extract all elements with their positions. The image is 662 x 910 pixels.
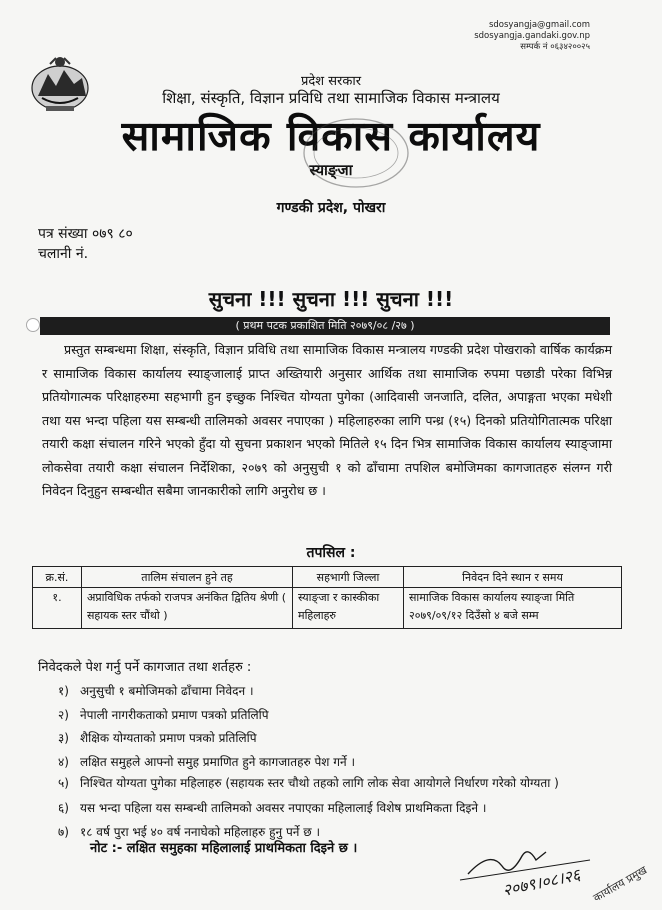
list-item xyxy=(58,751,618,775)
district-name: स्याङ्जा xyxy=(309,161,353,179)
ministry-name: शिक्षा, संस्कृति, विज्ञान प्रविधि तथा सामाजिक विकास मन्त्रालय xyxy=(162,89,500,107)
signature-block xyxy=(450,830,650,906)
publication-date-banner: ( प्रथम पटक प्रकाशित मिति २०७९/०८ /२७ ) xyxy=(40,317,610,335)
column-header-place-time: निवेदन दिने स्थान र समय xyxy=(404,567,622,588)
requirements-heading: निवेदकले पेश गर्नु पर्ने कागजात तथा शर्तहरु : xyxy=(38,660,252,675)
item-text: शैक्षिक योग्यताको प्रमाण पत्रको प्रतिलिपि xyxy=(80,731,257,745)
requirements-list xyxy=(58,680,618,844)
notice-title: सुचना !!! सुचना !!! सुचना !!! xyxy=(208,287,454,311)
dispatch-number: चलानी नं. xyxy=(38,246,89,262)
list-item xyxy=(58,680,618,704)
column-header-level: तालिम संचालन हुने तह xyxy=(82,567,293,588)
reference-block xyxy=(38,224,133,264)
item-text: नेपाली नागरीकताको प्रमाण पत्रको प्रतिलिपि xyxy=(80,707,269,722)
column-header-serial: क्र.सं. xyxy=(33,567,82,588)
item-text: लक्षित समुहले आफ्नो समुह प्रमाणित हुने कागजातहरु पेश गर्ने । xyxy=(80,754,356,769)
punch-hole xyxy=(26,318,40,332)
details-caption: तपसिल : xyxy=(306,545,356,561)
cell-level: अप्राविधिक तर्फको राजपत्र अनंकित द्वितिय श्रेणी ( सहायक स्तर चौंथो ) xyxy=(82,588,293,629)
cell-serial: १. xyxy=(33,588,82,629)
item-text: १८ वर्ष पुरा भई ४० वर्ष ननाघेको महिलाहरु हुनु पर्ने छ । xyxy=(80,824,321,839)
table-row xyxy=(33,588,622,629)
item-number: ७) xyxy=(58,824,69,839)
contact-phone: सम्पर्क नं ०६३४२००२५ xyxy=(520,42,590,52)
item-number: ४) xyxy=(58,754,69,769)
province-name: गण्डकी प्रदेश, पोखरा xyxy=(276,200,386,216)
table-header-row xyxy=(33,567,622,588)
cell-place-time: सामाजिक विकास कार्यालय स्याङ्जा मिति २०७९/०९/१२ दिउँसो ४ बजे सम्म xyxy=(404,588,622,629)
signature-stroke xyxy=(468,852,546,874)
list-item xyxy=(58,727,618,751)
contact-email: sdosyangja@gmail.com xyxy=(488,20,590,30)
training-details-table xyxy=(32,566,622,629)
item-number: ६) xyxy=(58,801,69,815)
contact-website: sdosyangja.gandaki.gov.np xyxy=(474,31,590,41)
column-header-district: सहभागी जिल्ला xyxy=(293,567,404,588)
signature-date: २०७९।०८।२६ xyxy=(500,864,582,900)
list-item xyxy=(58,774,618,797)
item-text: अनुसुची १ बमोजिमको ढाँचामा निवेदन । xyxy=(80,684,254,698)
item-number: ३) xyxy=(58,731,69,745)
priority-note: नोट :- लक्षित समुहका महिलालाई प्राथमिकता दिइने छ । xyxy=(90,841,358,856)
letter-number: पत्र संख्या ०७९ ८० xyxy=(38,226,133,242)
item-number: ५) xyxy=(58,776,69,790)
signature-title: कार्यालय प्रमुख xyxy=(591,863,650,905)
office-name: सामाजिक विकास कार्यालय xyxy=(121,112,541,160)
cell-district: स्याङ्जा र कास्कीका महिलाहरु xyxy=(293,588,404,629)
item-number: १) xyxy=(58,684,69,698)
item-text: निश्चित योग्यता पुगेका महिलाहरु (सहायक स्तर चौथो तहको लागि लोक सेवा आयोगले निर्धारण गरेको योग्यता ) xyxy=(80,776,559,790)
office-stamp-icon xyxy=(300,115,412,191)
list-item xyxy=(58,797,618,821)
item-number: २) xyxy=(58,707,69,722)
contact-block xyxy=(474,20,590,53)
item-text: यस भन्दा पहिला यस सम्बन्धी तालिमको अवसर नपाएका महिलालाई विशेष प्राथमिकता दिइने । xyxy=(80,801,487,815)
notice-body: प्रस्तुत सम्बन्धमा शिक्षा, संस्कृति, विज्ञान प्रविधि तथा सामाजिक विकास मन्त्रालय गण्डकी प्रदेश पोखराको वार्षिक कार्यक्रम र सामाजिक विकास कार्यालय स्याङ्जालाई प्राप्त अख्तियारी अनुसार आर्थिक तथा सामाजिक रुपमा पछाडी परेका विभिन्न प्रतियोगात्मक परिक्षाहरुमा सहभागी हुन इच्छुक निश्चित योग्यता पुगेका (आदिवासी जनजाति, दलित, अपाङ्गता भएका मधेशी तथा यस भन्दा पहिला यस सम्बन्धी तालिमको अवसर नपाएका ) महिलाहरुका लागि पन्ध्र (१५) दिनको प्रतियोगितात्मक परिक्षा तयारी कक्षा संचालन गरिने भएको हुँदा यो सुचना प्रकाशन भएको मितिले १५ दिन भित्र सामाजिक विकास कार्यालय स्याङ्जामा लोकसेवा तयारी कक्षा संचालन निर्देशिका, २०७९ को अनुसुची १ को ढाँचामा तपशिल बमोजिमका कागजातहरु संलग्न गरी निवेदन दिनुहुन सम्बन्धीत सबैमा जानकारीको लागि अनुरोध छ । xyxy=(42,342,612,498)
government-level: प्रदेश सरकार xyxy=(300,74,362,89)
list-item xyxy=(58,704,618,728)
